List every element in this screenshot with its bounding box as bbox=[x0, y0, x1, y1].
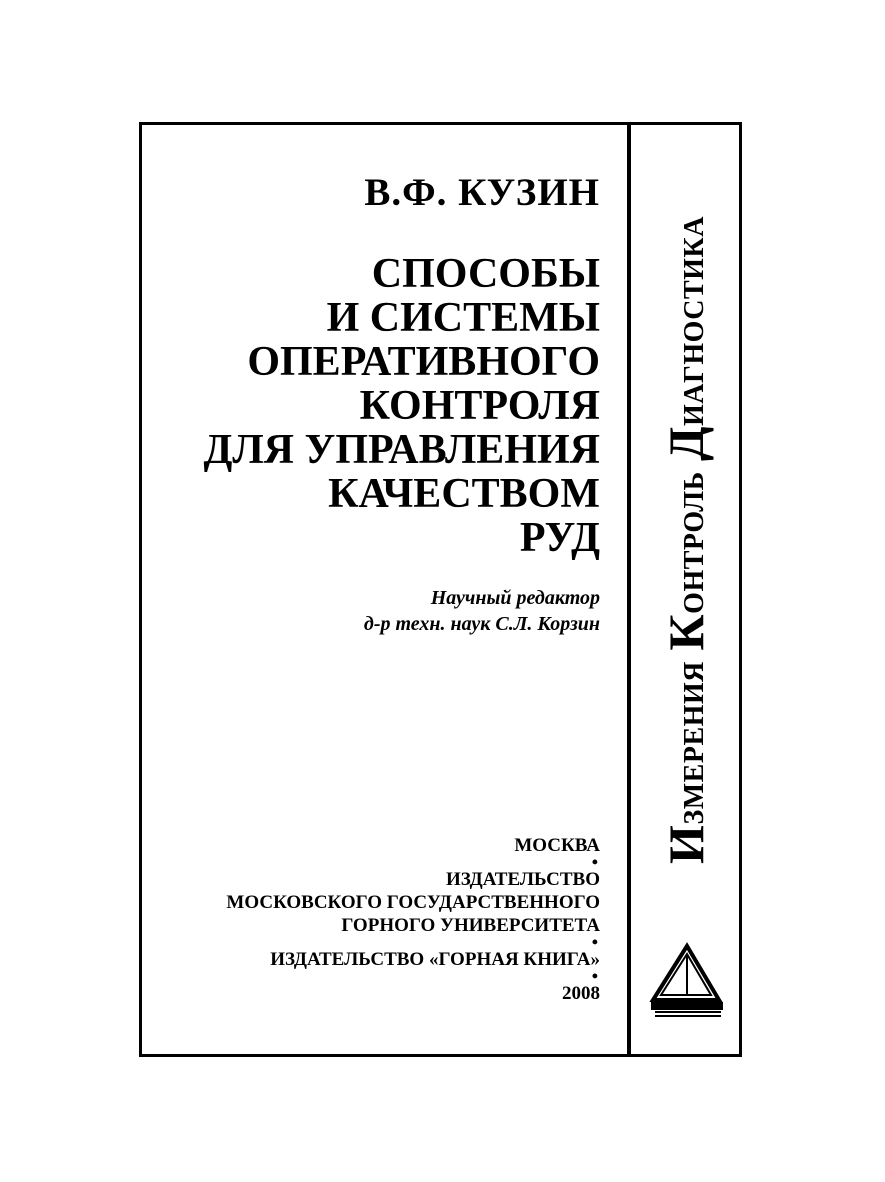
title-line: СПОСОБЫ bbox=[371, 251, 600, 297]
editor-name: д-р техн. наук С.Л. Корзин bbox=[363, 613, 600, 635]
publication-info bbox=[226, 834, 600, 1005]
publication-year: 2008 bbox=[562, 983, 600, 1004]
book-title bbox=[203, 252, 600, 560]
series-spine bbox=[633, 140, 740, 940]
title-line: РУД bbox=[519, 515, 600, 561]
separator-dot: • bbox=[591, 932, 598, 952]
author-name: В.Ф. КУЗИН bbox=[364, 171, 600, 214]
publisher-line: ГОРНОГО УНИВЕРСИТЕТА bbox=[341, 915, 600, 936]
title-line: ОПЕРАТИВНОГО bbox=[247, 339, 600, 385]
title-line: И СИСТЕМЫ bbox=[326, 295, 600, 341]
triangle-book-logo-icon bbox=[647, 940, 727, 1024]
scientific-editor bbox=[364, 585, 600, 637]
publisher-line: МОСКОВСКОГО ГОСУДАРСТВЕННОГО bbox=[226, 892, 600, 913]
series-word-2: Контроль bbox=[658, 471, 714, 651]
series-word-3: Диагностика bbox=[658, 216, 714, 461]
separator-dot: • bbox=[591, 966, 598, 986]
spine-divider bbox=[627, 122, 631, 1057]
separator-dot: • bbox=[591, 852, 598, 872]
title-line: ДЛЯ УПРАВЛЕНИЯ bbox=[203, 427, 600, 473]
series-word-1: Измерения bbox=[658, 661, 714, 864]
series-title bbox=[657, 216, 715, 864]
title-line: КАЧЕСТВОМ bbox=[328, 471, 600, 517]
publication-city: МОСКВА bbox=[514, 835, 600, 856]
editor-role: Научный редактор bbox=[430, 587, 600, 609]
title-page-main bbox=[150, 122, 600, 1057]
publisher-line: ИЗДАТЕЛЬСТВО «ГОРНАЯ КНИГА» bbox=[270, 949, 600, 970]
title-line: КОНТРОЛЯ bbox=[359, 383, 600, 429]
publisher-line: ИЗДАТЕЛЬСТВО bbox=[446, 869, 600, 890]
